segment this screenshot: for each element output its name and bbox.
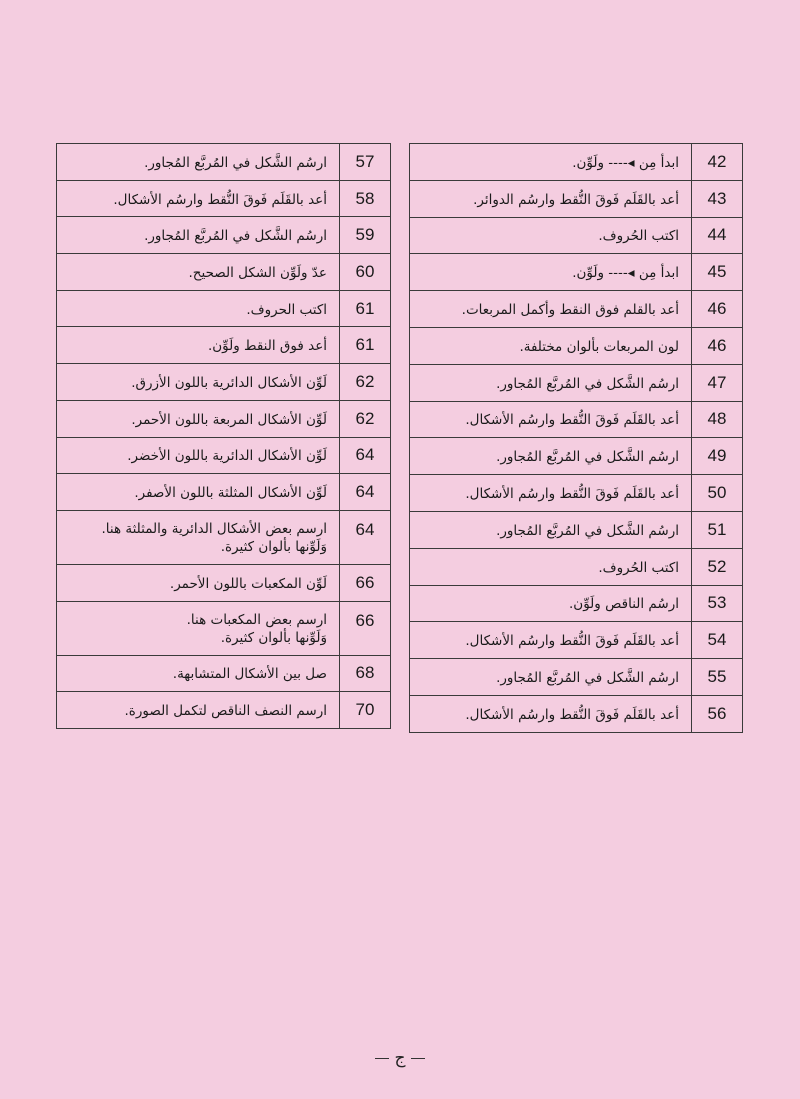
toc-row-title-line: وَلَوِّنها بألوان كثيرة. [220, 539, 327, 556]
toc-row-page-number: 60 [340, 254, 391, 291]
toc-row-page-number: 58 [340, 180, 391, 217]
toc-row-page-number: 42 [692, 144, 743, 181]
toc-row [410, 548, 743, 585]
toc-row [410, 695, 743, 732]
toc-row [410, 622, 743, 659]
footer-dash-right [411, 1058, 425, 1059]
toc-row-title: ارسُم الشَّكل في المُربَّع المُجاور. [410, 364, 692, 401]
toc-row-page-number: 43 [692, 180, 743, 217]
toc-row-title: أعد فوق النقط ولَوِّن. [57, 327, 340, 364]
toc-row-title-line: ارسم بعض المكعبات هنا. [186, 612, 327, 629]
toc-row [57, 564, 391, 601]
toc-row [57, 217, 391, 254]
toc-row-page-number: 56 [692, 695, 743, 732]
toc-row-title: أعد بالقَلَم فَوقَ النُّقط وارسُم الدوائر. [410, 180, 692, 217]
toc-row [57, 364, 391, 401]
toc-row-title: أعد بالقَلَم فَوقَ النُّقط وارسُم الأشكال. [410, 695, 692, 732]
toc-table-right [409, 143, 743, 733]
toc-row [410, 291, 743, 328]
toc-row-page-number: 70 [340, 692, 391, 729]
toc-row-title: لَوِّن الأشكال المثلثة باللون الأصفر. [57, 474, 340, 511]
toc-row [410, 180, 743, 217]
toc-row-page-number: 51 [692, 511, 743, 548]
toc-row [410, 144, 743, 181]
toc-row-page-number: 55 [692, 659, 743, 696]
toc-row [410, 585, 743, 622]
toc-row-page-number: 64 [340, 437, 391, 474]
toc-row-title: ابدأ مِن ◂---- ولَوِّن. [410, 254, 692, 291]
footer-page-letter: ج [394, 1048, 406, 1068]
toc-row-title [57, 510, 340, 564]
toc-table-left [56, 143, 391, 729]
toc-row-title: ارسُم الشَّكل في المُربَّع المُجاور. [57, 144, 340, 181]
toc-row [57, 474, 391, 511]
footer-dash-left [375, 1058, 389, 1059]
toc-row-page-number: 59 [340, 217, 391, 254]
toc-row-page-number: 61 [340, 327, 391, 364]
toc-row-title: لَوِّن الأشكال المربعة باللون الأحمر. [57, 400, 340, 437]
toc-row-title: صل بين الأشكال المتشابهة. [57, 655, 340, 692]
toc-row-title: ابدأ مِن ◂---- ولَوِّن. [410, 144, 692, 181]
toc-row-page-number: 46 [692, 327, 743, 364]
toc-row-page-number: 50 [692, 475, 743, 512]
toc-row-title: ارسُم الشَّكل في المُربَّع المُجاور. [57, 217, 340, 254]
toc-row-page-number: 68 [340, 655, 391, 692]
toc-row-title: ارسُم الشَّكل في المُربَّع المُجاور. [410, 659, 692, 696]
toc-row-title: أعد بالقَلَم فَوقَ النُّقط وارسُم الأشكال. [57, 180, 340, 217]
toc-row [57, 400, 391, 437]
toc-row [57, 601, 391, 655]
toc-row-page-number: 62 [340, 400, 391, 437]
toc-row [57, 254, 391, 291]
toc-row-title [57, 601, 340, 655]
toc-row [57, 144, 391, 181]
toc-row [57, 290, 391, 327]
toc-row [57, 180, 391, 217]
toc-row [410, 254, 743, 291]
toc-row-page-number: 64 [340, 510, 391, 564]
page-footer [0, 1048, 800, 1068]
toc-row-page-number: 61 [340, 290, 391, 327]
toc-row-title: لَوِّن الأشكال الدائرية باللون الأخضر. [57, 437, 340, 474]
toc-row-page-number: 62 [340, 364, 391, 401]
toc-row-page-number: 44 [692, 217, 743, 254]
toc-row [57, 510, 391, 564]
toc-row-title: أعد بالقَلَم فَوقَ النُّقط وارسُم الأشكال. [410, 475, 692, 512]
toc-row [57, 437, 391, 474]
toc-row [410, 217, 743, 254]
toc-row-title: اكتب الحُروف. [410, 548, 692, 585]
toc-row [57, 327, 391, 364]
toc-row-page-number: 49 [692, 438, 743, 475]
toc-row-page-number: 64 [340, 474, 391, 511]
toc-row [57, 655, 391, 692]
toc-row-page-number: 46 [692, 291, 743, 328]
toc-row-title: لَوِّن المكعبات باللون الأحمر. [57, 564, 340, 601]
toc-row-page-number: 57 [340, 144, 391, 181]
toc-row-title: ارسُم الشَّكل في المُربَّع المُجاور. [410, 511, 692, 548]
toc-row [410, 327, 743, 364]
toc-row [410, 438, 743, 475]
toc-row-page-number: 66 [340, 601, 391, 655]
toc-row-title: أعد بالقَلَم فَوقَ النُّقط وارسُم الأشكال. [410, 401, 692, 438]
toc-row-page-number: 53 [692, 585, 743, 622]
toc-row [410, 364, 743, 401]
toc-row-title: ارسُم الناقص ولَوِّن. [410, 585, 692, 622]
toc-row [410, 659, 743, 696]
toc-row-title: ارسُم الشَّكل في المُربَّع المُجاور. [410, 438, 692, 475]
toc-row-page-number: 45 [692, 254, 743, 291]
toc-row-title: لَوِّن الأشكال الدائرية باللون الأزرق. [57, 364, 340, 401]
toc-row [410, 511, 743, 548]
toc-row-title: اكتب الحروف. [57, 290, 340, 327]
toc-row-title: لون المربعات بألوان مختلفة. [410, 327, 692, 364]
toc-row-title: عدّ ولَوِّن الشكل الصحيح. [57, 254, 340, 291]
toc-row-page-number: 48 [692, 401, 743, 438]
toc-row-title-line: ارسم بعض الأشكال الدائرية والمثلثة هنا. [101, 521, 327, 538]
toc-row-title: اكتب الحُروف. [410, 217, 692, 254]
toc-row-page-number: 47 [692, 364, 743, 401]
toc-row-title: أعد بالقَلَم فَوقَ النُّقط وارسُم الأشكال. [410, 622, 692, 659]
toc-row-page-number: 54 [692, 622, 743, 659]
toc-row [410, 475, 743, 512]
toc-row [57, 692, 391, 729]
toc-row-page-number: 66 [340, 564, 391, 601]
toc-row-title: ارسم النصف الناقص لتكمل الصورة. [57, 692, 340, 729]
toc-row-title: أعد بالقلم فوق النقط وأكمل المربعات. [410, 291, 692, 328]
toc-row [410, 401, 743, 438]
toc-row-page-number: 52 [692, 548, 743, 585]
toc-row-title-line: وَلَوِّنها بألوان كثيرة. [220, 630, 327, 647]
